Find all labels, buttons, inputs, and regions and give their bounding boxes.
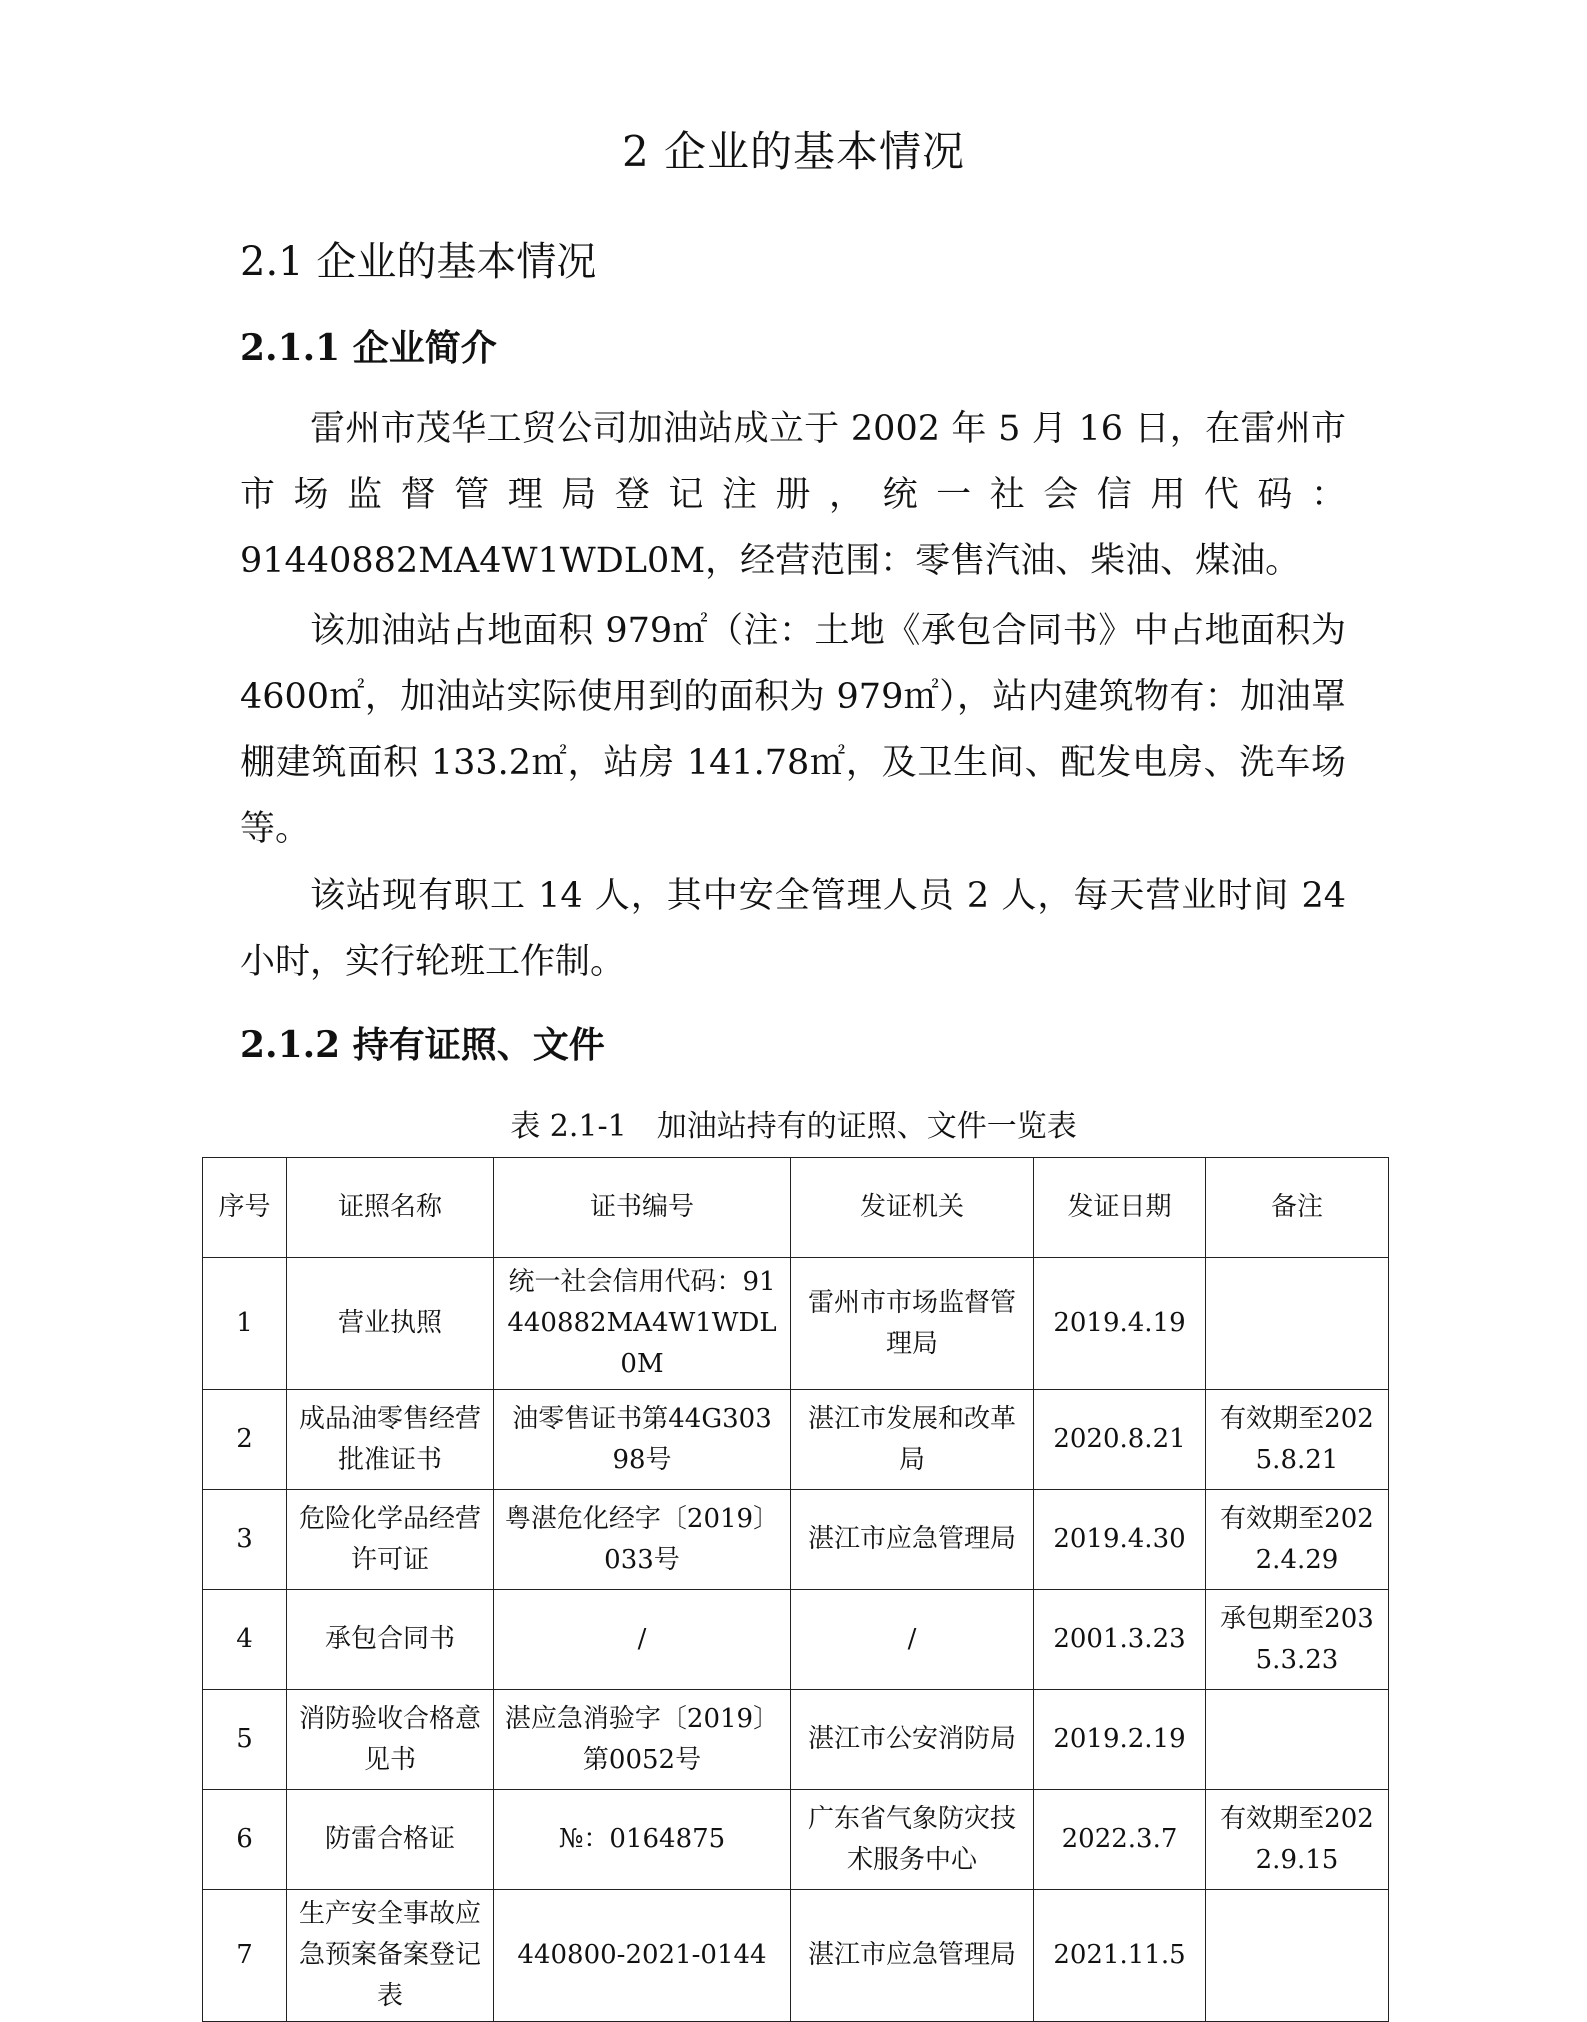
header-issuer: 发证机关 xyxy=(791,1158,1034,1258)
cell-number: / xyxy=(494,1590,791,1690)
section-title: 2.1 企业的基本情况 xyxy=(240,239,597,285)
cell-name: 生产安全事故应急预案备案登记表 xyxy=(287,1890,494,2022)
cell-issuer: 湛江市公安消防局 xyxy=(791,1690,1034,1790)
table-caption: 表 2.1-1 加油站持有的证照、文件一览表 xyxy=(510,1109,1077,1144)
paragraph-company-registration: 雷州市茂华工贸公司加油站成立于 2002 年 5 月 16 日，在雷州市市场监督管理局登记注册，统一社会信用代码：91440882MA4W1WDL0M，经营范围：零售汽油、柴油、煤油。 xyxy=(240,409,1346,581)
cell-issuer: 湛江市应急管理局 xyxy=(791,1490,1034,1590)
cell-seq: 3 xyxy=(203,1490,287,1590)
header-date: 发证日期 xyxy=(1034,1158,1206,1258)
subsection-title-certificates: 2.1.2 持有证照、文件 xyxy=(240,1024,605,1066)
cell-issuer: 广东省气象防灾技术服务中心 xyxy=(791,1790,1034,1890)
cell-number: 粤湛危化经字〔2019〕033号 xyxy=(494,1490,791,1590)
cell-note xyxy=(1206,1258,1389,1390)
cell-date: 2021.11.5 xyxy=(1034,1890,1206,2022)
cell-date: 2001.3.23 xyxy=(1034,1590,1206,1690)
cell-note: 有效期至2022.4.29 xyxy=(1206,1490,1389,1590)
cell-number: №：0164875 xyxy=(494,1790,791,1890)
table-row xyxy=(203,1590,1389,1690)
table-header-row xyxy=(203,1158,1389,1258)
subsection-title-company-profile: 2.1.1 企业简介 xyxy=(240,327,497,369)
cell-name: 成品油零售经营批准证书 xyxy=(287,1390,494,1490)
table-row xyxy=(203,1690,1389,1790)
cell-issuer: 湛江市发展和改革局 xyxy=(791,1390,1034,1490)
cell-name: 承包合同书 xyxy=(287,1590,494,1690)
cell-date: 2019.2.19 xyxy=(1034,1690,1206,1790)
cell-note xyxy=(1206,1690,1389,1790)
header-note: 备注 xyxy=(1206,1158,1389,1258)
header-number: 证书编号 xyxy=(494,1158,791,1258)
cell-name: 防雷合格证 xyxy=(287,1790,494,1890)
cell-date: 2019.4.30 xyxy=(1034,1490,1206,1590)
cell-number: 440800-2021-0144 xyxy=(494,1890,791,2022)
table-row xyxy=(203,1890,1389,2022)
cell-seq: 5 xyxy=(203,1690,287,1790)
cell-issuer: 雷州市市场监督管理局 xyxy=(791,1258,1034,1390)
header-seq: 序号 xyxy=(203,1158,287,1258)
cell-name: 营业执照 xyxy=(287,1258,494,1390)
table-row xyxy=(203,1258,1389,1390)
cell-date: 2019.4.19 xyxy=(1034,1258,1206,1390)
cell-seq: 6 xyxy=(203,1790,287,1890)
cell-note: 承包期至2035.3.23 xyxy=(1206,1590,1389,1690)
cell-seq: 2 xyxy=(203,1390,287,1490)
cell-issuer: / xyxy=(791,1590,1034,1690)
cell-seq: 1 xyxy=(203,1258,287,1390)
table-row xyxy=(203,1790,1389,1890)
cell-note: 有效期至2022.9.15 xyxy=(1206,1790,1389,1890)
cell-seq: 4 xyxy=(203,1590,287,1690)
cell-date: 2020.8.21 xyxy=(1034,1390,1206,1490)
cell-name: 消防验收合格意见书 xyxy=(287,1690,494,1790)
paragraph-site-area: 该加油站占地面积 979㎡（注：土地《承包合同书》中占地面积为 4600㎡，加油站实际使用到的面积为 979㎡），站内建筑物有：加油罩棚建筑面积 133.2㎡，站房 141.78㎡，及卫生间、配发电房、洗车场等。 xyxy=(240,611,1346,849)
cell-note xyxy=(1206,1890,1389,2022)
chapter-title: 2 企业的基本情况 xyxy=(621,127,966,176)
cell-number: 湛应急消验字〔2019〕第0052号 xyxy=(494,1690,791,1790)
cell-date: 2022.3.7 xyxy=(1034,1790,1206,1890)
cell-name: 危险化学品经营许可证 xyxy=(287,1490,494,1590)
cell-note: 有效期至2025.8.21 xyxy=(1206,1390,1389,1490)
cell-number: 统一社会信用代码：91440882MA4W1WDL0M xyxy=(494,1258,791,1390)
cell-seq: 7 xyxy=(203,1890,287,2022)
cell-number: 油零售证书第44G30398号 xyxy=(494,1390,791,1490)
paragraph-staff: 该站现有职工 14 人，其中安全管理人员 2 人，每天营业时间 24 小时，实行轮班工作制。 xyxy=(240,876,1346,982)
table-row xyxy=(203,1490,1389,1590)
header-name: 证照名称 xyxy=(287,1158,494,1258)
certificates-table xyxy=(202,1157,1389,2022)
table-row xyxy=(203,1390,1389,1490)
cell-issuer: 湛江市应急管理局 xyxy=(791,1890,1034,2022)
